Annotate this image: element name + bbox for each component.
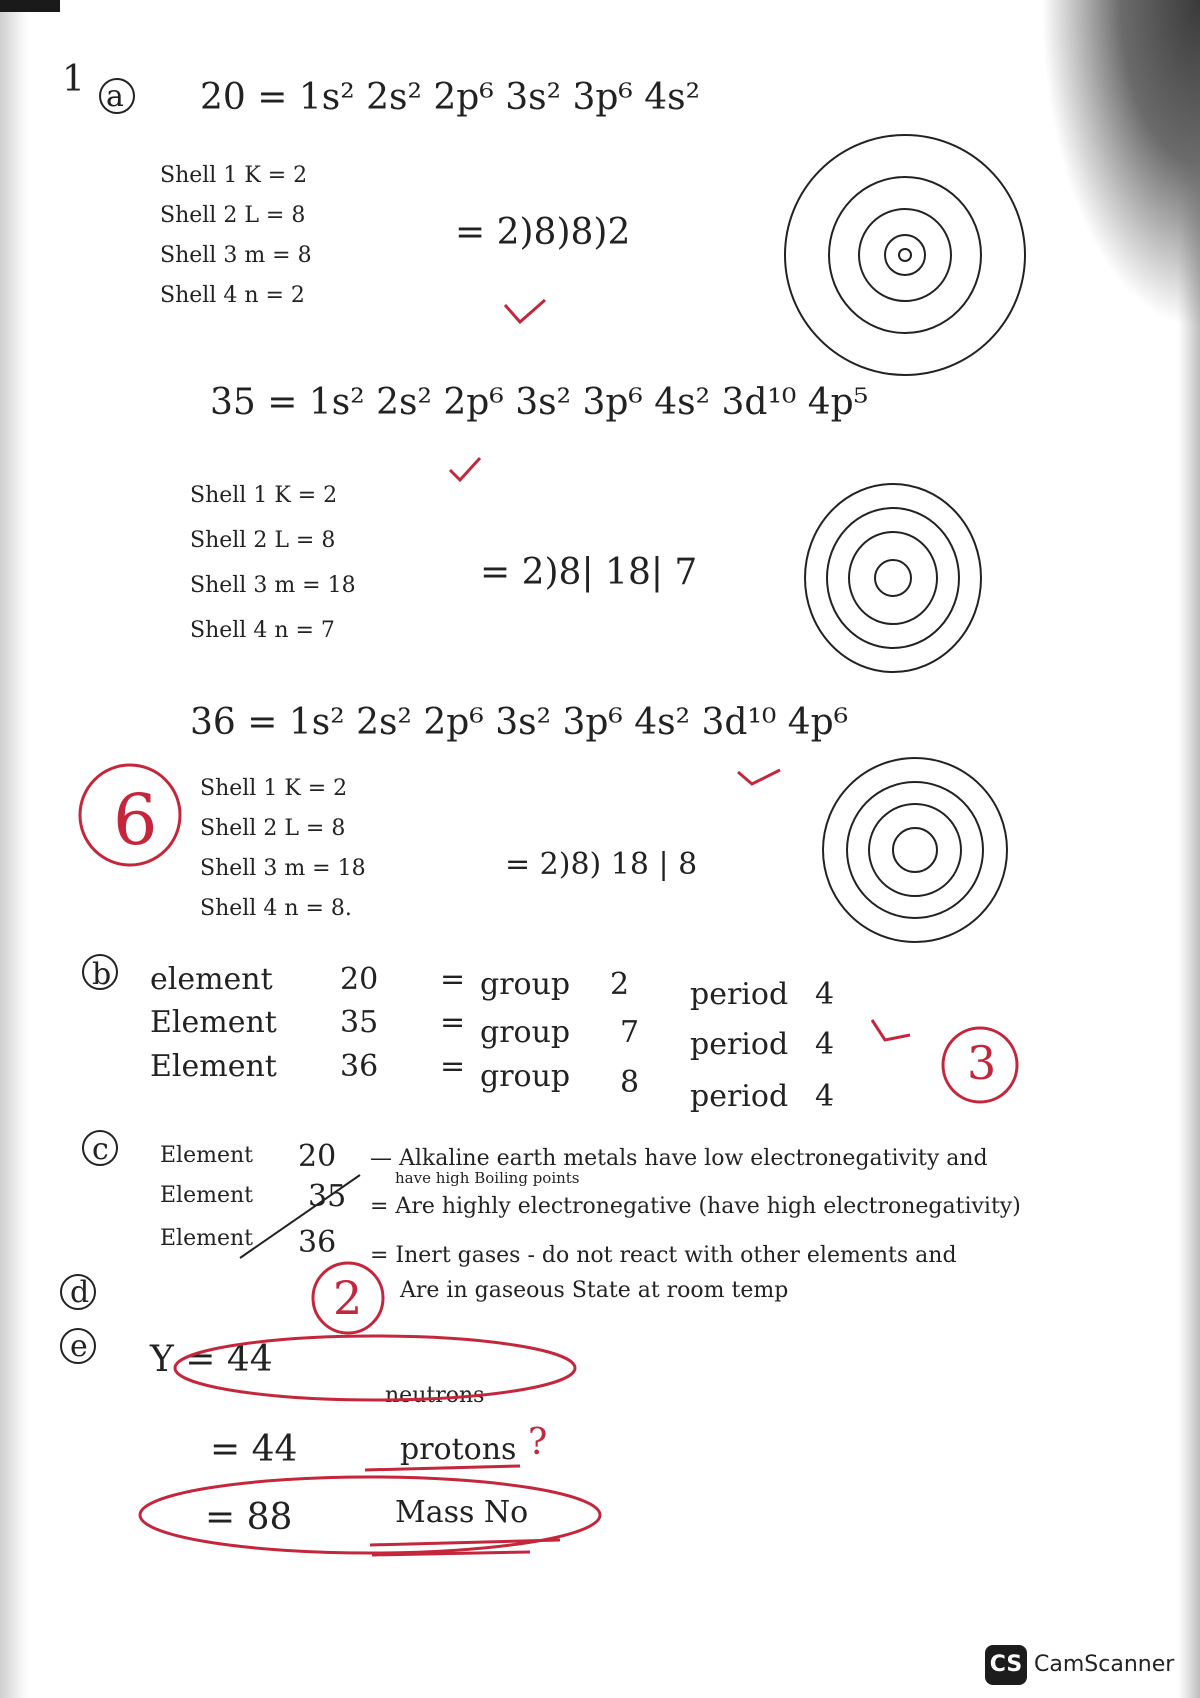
shell-line: Shell 2 L = 8 [200,816,346,841]
b-row-group: group [480,967,571,1002]
grader-mark-circle [943,1028,1017,1102]
b-row-group: group [480,1059,571,1094]
c-row-name: Element [160,1143,254,1168]
c-row-z: 35 [308,1179,347,1214]
grader-tick [872,1020,910,1040]
part-e-label: e [70,1329,88,1364]
question-number: 1 [62,59,85,100]
b-row-p: 4 [815,1027,835,1062]
c-row-text: = Inert gases - do not react with other elements and [370,1243,957,1268]
b-row-g: 2 [610,967,630,1002]
part-label-circle [83,1131,117,1165]
shell-line: Shell 3 m = 8 [160,243,312,268]
shell-line: Shell 2 L = 8 [160,203,306,228]
b-row-name: element [150,962,273,997]
shell-line: Shell 4 n = 7 [190,618,335,643]
part-label-circle [100,79,134,113]
grader-query: ? [528,1422,548,1463]
b-row-name: Element [150,1049,277,1084]
grader-tick [738,770,780,784]
b-row-g: 7 [620,1015,640,1050]
grader-mark-c: 2 [333,1271,363,1325]
shell-line: Shell 1 K = 2 [190,483,338,508]
c-row-text: = Are highly electronegative (have high electronegativity) [370,1194,1021,1219]
arrangement-20: = 2)8)8)2 [455,212,631,253]
bohr-diagram-35 [805,484,981,672]
config-35: 35 = 1s² 2s² 2p⁶ 3s² 3p⁶ 4s² 3d¹⁰ 4p⁵ [210,382,869,423]
shell-line: Shell 1 K = 2 [160,163,308,188]
c-row-name: Element [160,1183,254,1208]
shell-line: Shell 1 K = 2 [200,776,348,801]
bohr-diagram-36 [823,758,1007,942]
b-row-z: 20 [340,962,379,997]
bohr-diagram-20 [785,135,1025,375]
grader-tick [450,458,480,480]
c-row-z: 36 [298,1225,337,1260]
b-row-name: Element [150,1005,277,1040]
b-row-eq: = [440,1005,466,1040]
c-row-z: 20 [298,1139,337,1174]
shell-line: Shell 2 L = 8 [190,528,336,553]
part-b-label: b [92,957,112,992]
part-d-label: d [70,1275,90,1310]
camscanner-watermark: CamScanner [1034,1652,1175,1677]
b-row-p: 4 [815,1079,835,1114]
grader-tick [505,300,545,322]
e-word: Mass No [395,1495,529,1530]
arrangement-35: = 2)8| 18| 7 [480,552,698,593]
camscanner-logo: CS [985,1645,1027,1685]
part-label-circle [61,1275,95,1309]
b-row-eq: = [440,962,466,997]
shell-line: Shell 4 n = 8. [200,896,352,921]
b-row-period: period [690,1027,789,1062]
c-row-name: Element [160,1226,254,1251]
shell-line: Shell 3 m = 18 [200,856,366,881]
grader-mark-circle [80,765,180,865]
b-row-group: group [480,1015,571,1050]
grader-mark-b: 3 [967,1036,997,1090]
c-row-text: — Alkaline earth metals have low electronegativity and [370,1146,988,1171]
grader-slash [240,1175,360,1258]
c-cont-text: Are in gaseous State at room temp [400,1278,789,1303]
config-36: 36 = 1s² 2s² 2p⁶ 3s² 3p⁶ 4s² 3d¹⁰ 4p⁶ [190,702,849,743]
b-row-g: 8 [620,1065,640,1100]
e-word: neutrons [385,1383,485,1408]
b-row-z: 36 [340,1049,379,1084]
part-c-label: c [92,1132,109,1167]
part-a-label: a [106,79,124,114]
shell-line: Shell 3 m = 18 [190,573,356,598]
b-row-eq: = [440,1049,466,1084]
b-row-period: period [690,1079,789,1114]
part-label-circle [83,955,117,992]
c-note-above: have high Boiling points [395,1169,580,1187]
b-row-period: period [690,977,789,1012]
e-line: = 44 [210,1429,298,1470]
grader-underline [365,1466,520,1470]
config-20: 20 = 1s² 2s² 2p⁶ 3s² 3p⁶ 4s² [200,77,701,118]
grader-ellipse [175,1336,575,1400]
part-label-circle [61,1329,95,1363]
grader-mark-a: 6 [113,779,158,861]
arrangement-36: = 2)8) 18 | 8 [505,847,698,882]
b-row-p: 4 [815,977,835,1012]
e-word: protons [400,1432,517,1467]
grader-mark-circle [313,1263,383,1333]
e-line: Y = 44 [150,1339,273,1380]
e-line: = 88 [205,1497,293,1538]
b-row-z: 35 [340,1005,379,1040]
shell-line: Shell 4 n = 2 [160,283,305,308]
